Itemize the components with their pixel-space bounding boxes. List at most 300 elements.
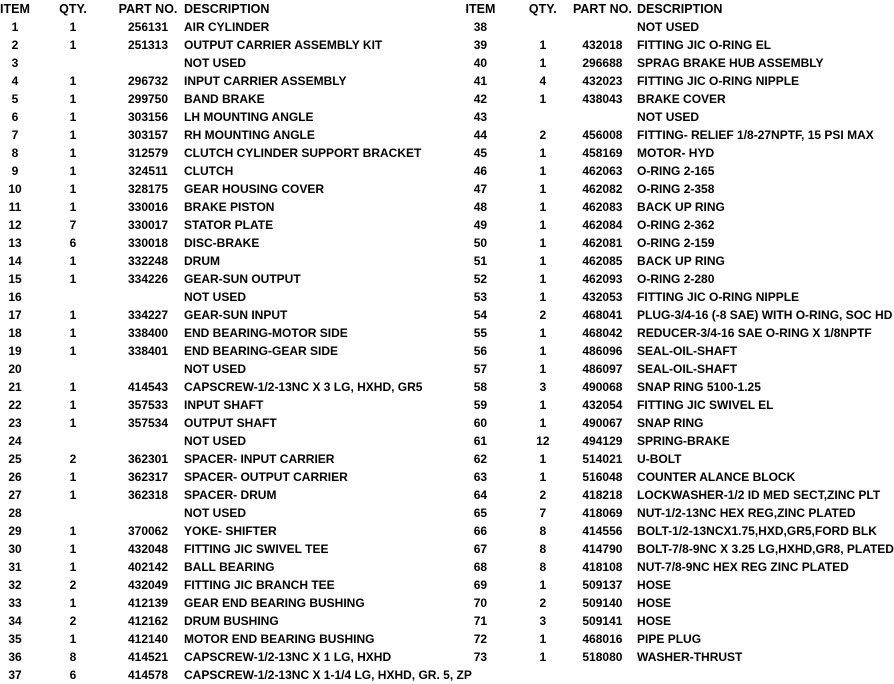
item-number: 20 bbox=[8, 362, 22, 376]
part-number: 414790 bbox=[582, 542, 623, 556]
item-number: 25 bbox=[8, 452, 22, 466]
table-row bbox=[0, 504, 472, 522]
quantity: 1 bbox=[539, 56, 547, 70]
part-number: 296688 bbox=[582, 56, 623, 70]
table-row bbox=[0, 36, 472, 54]
item-number: 27 bbox=[8, 488, 22, 502]
quantity: 1 bbox=[539, 38, 547, 52]
item-number: 30 bbox=[8, 542, 22, 556]
part-number: 330018 bbox=[127, 236, 169, 250]
part-number: 486096 bbox=[582, 344, 623, 358]
quantity: 1 bbox=[69, 326, 77, 340]
item-number: 18 bbox=[8, 326, 22, 340]
quantity: 1 bbox=[539, 272, 547, 286]
table-row bbox=[0, 90, 472, 108]
part-number: 432049 bbox=[127, 578, 169, 592]
part-number: 468042 bbox=[582, 326, 623, 340]
quantity: 7 bbox=[539, 506, 547, 520]
item-number: 51 bbox=[473, 254, 488, 268]
description: NOT USED bbox=[184, 506, 247, 520]
item-number: 44 bbox=[473, 128, 488, 142]
quantity: 1 bbox=[539, 146, 547, 160]
table-row bbox=[0, 54, 472, 72]
description: HOSE bbox=[637, 578, 672, 592]
quantity: 1 bbox=[539, 344, 547, 358]
description: LOCKWASHER-1/2 ID MED SECT,ZINC PLT bbox=[637, 488, 881, 502]
quantity: 1 bbox=[69, 200, 77, 214]
item-number: 58 bbox=[473, 380, 488, 394]
header-row bbox=[0, 0, 472, 18]
item-number: 50 bbox=[473, 236, 488, 250]
part-number: 438043 bbox=[582, 92, 623, 106]
part-number: 414556 bbox=[582, 524, 623, 538]
qty-header: QTY. bbox=[528, 2, 557, 16]
item-number: 13 bbox=[8, 236, 22, 250]
quantity: 2 bbox=[539, 596, 547, 610]
description: SPRAG BRAKE HUB ASSEMBLY bbox=[637, 56, 824, 70]
item-number: 4 bbox=[11, 74, 19, 88]
table-row bbox=[447, 522, 894, 540]
part-number: 312579 bbox=[127, 146, 169, 160]
description: FITTING JIC SWIVEL TEE bbox=[184, 542, 329, 556]
item-number: 42 bbox=[473, 92, 488, 106]
item-number: 17 bbox=[8, 308, 22, 322]
item-number: 40 bbox=[473, 56, 488, 70]
table-row bbox=[447, 468, 894, 486]
quantity: 1 bbox=[539, 182, 547, 196]
table-row bbox=[0, 540, 472, 558]
description: PLUG-3/4-16 (-8 SAE) WITH O-RING, SOC HD bbox=[637, 308, 893, 322]
table-row bbox=[0, 180, 472, 198]
item-number: 5 bbox=[11, 92, 19, 106]
quantity: 8 bbox=[539, 524, 547, 538]
table-row bbox=[0, 576, 472, 594]
part-number: 462063 bbox=[582, 164, 623, 178]
table-row bbox=[0, 432, 472, 450]
part-number: 418069 bbox=[582, 506, 623, 520]
item-number: 36 bbox=[8, 650, 22, 664]
table-row bbox=[0, 198, 472, 216]
part-number: 514021 bbox=[582, 452, 623, 466]
quantity: 7 bbox=[69, 218, 77, 232]
item-number: 33 bbox=[8, 596, 22, 610]
table-row bbox=[447, 36, 894, 54]
description: INPUT CARRIER ASSEMBLY bbox=[184, 74, 347, 88]
item-number: 3 bbox=[11, 56, 19, 70]
item-number: 43 bbox=[473, 110, 488, 124]
part-number: 362318 bbox=[127, 488, 169, 502]
item-number: 48 bbox=[473, 200, 488, 214]
quantity bbox=[30, 54, 116, 72]
table-row bbox=[447, 342, 894, 360]
quantity: 1 bbox=[69, 542, 77, 556]
part-number: 462082 bbox=[582, 182, 623, 196]
description: CAPSCREW-1/2-13NC X 3 LG, HXHD, GR5 bbox=[184, 380, 423, 394]
table-row bbox=[0, 108, 472, 126]
description: COUNTER ALANCE BLOCK bbox=[637, 470, 796, 484]
parts-table-right bbox=[447, 0, 894, 666]
table-row bbox=[0, 18, 472, 36]
part-number: 418108 bbox=[582, 560, 623, 574]
quantity: 1 bbox=[539, 326, 547, 340]
description: SPACER- DRUM bbox=[184, 488, 277, 502]
item-number: 47 bbox=[473, 182, 488, 196]
item-number: 21 bbox=[8, 380, 22, 394]
description: BACK UP RING bbox=[637, 254, 725, 268]
item-number: 68 bbox=[473, 560, 488, 574]
table-row bbox=[0, 558, 472, 576]
description: SPRING-BRAKE bbox=[637, 434, 730, 448]
part-number: 303156 bbox=[127, 110, 169, 124]
part-number: 362317 bbox=[127, 470, 169, 484]
table-row bbox=[447, 18, 894, 36]
part-number: 490068 bbox=[582, 380, 623, 394]
quantity: 1 bbox=[69, 596, 77, 610]
item-number: 10 bbox=[8, 182, 22, 196]
item-number: 60 bbox=[473, 416, 488, 430]
quantity bbox=[30, 288, 116, 306]
part-number bbox=[116, 504, 180, 522]
item-number: 28 bbox=[8, 506, 22, 520]
table-row bbox=[447, 288, 894, 306]
item-number: 62 bbox=[473, 452, 488, 466]
table-row bbox=[447, 324, 894, 342]
item-number: 52 bbox=[473, 272, 488, 286]
quantity: 6 bbox=[69, 668, 77, 682]
table-row bbox=[447, 162, 894, 180]
quantity: 2 bbox=[69, 614, 77, 628]
description: GEAR-SUN INPUT bbox=[184, 308, 288, 322]
description: BRAKE COVER bbox=[637, 92, 726, 106]
part-number bbox=[572, 108, 633, 126]
table-row bbox=[447, 648, 894, 666]
table-row bbox=[0, 666, 472, 684]
description: END BEARING-GEAR SIDE bbox=[184, 344, 339, 358]
part-number: 462084 bbox=[582, 218, 623, 232]
quantity: 4 bbox=[539, 74, 547, 88]
quantity: 2 bbox=[69, 452, 77, 466]
table-row bbox=[0, 144, 472, 162]
description: BOLT-1/2-13NCX1.75,HXD,GR5,FORD BLK bbox=[637, 524, 877, 538]
item-number: 56 bbox=[473, 344, 488, 358]
item-number: 57 bbox=[473, 362, 488, 376]
description: O-RING 2-165 bbox=[637, 164, 715, 178]
item-number: 55 bbox=[473, 326, 488, 340]
item-number: 37 bbox=[8, 668, 22, 682]
quantity: 1 bbox=[539, 578, 547, 592]
quantity: 1 bbox=[539, 398, 547, 412]
item-number: 35 bbox=[8, 632, 22, 646]
description: NOT USED bbox=[637, 20, 700, 34]
table-row bbox=[0, 72, 472, 90]
part-number: 334227 bbox=[127, 308, 169, 322]
part-number bbox=[116, 54, 180, 72]
table-row bbox=[0, 486, 472, 504]
part-number: 432023 bbox=[582, 74, 623, 88]
table-row bbox=[447, 90, 894, 108]
table-row bbox=[0, 414, 472, 432]
part-number: 432053 bbox=[582, 290, 623, 304]
description: HOSE bbox=[637, 614, 672, 628]
table-row bbox=[447, 396, 894, 414]
description: NOT USED bbox=[184, 362, 247, 376]
item-number: 64 bbox=[473, 488, 488, 502]
item-header: ITEM bbox=[0, 2, 30, 16]
quantity: 1 bbox=[539, 470, 547, 484]
table-row bbox=[0, 648, 472, 666]
quantity: 1 bbox=[69, 92, 77, 106]
part-number: 362301 bbox=[127, 452, 169, 466]
quantity: 1 bbox=[69, 38, 77, 52]
description: DRUM BUSHING bbox=[184, 614, 279, 628]
quantity bbox=[30, 504, 116, 522]
qty-header: QTY. bbox=[59, 2, 87, 16]
header-row bbox=[447, 0, 894, 18]
description: NOT USED bbox=[184, 290, 247, 304]
table-row bbox=[0, 360, 472, 378]
part-number: 370062 bbox=[127, 524, 169, 538]
description: U-BOLT bbox=[637, 452, 682, 466]
table-row bbox=[0, 288, 472, 306]
parts-rows-left bbox=[0, 18, 472, 684]
part-number: 328175 bbox=[127, 182, 169, 196]
quantity: 1 bbox=[69, 272, 77, 286]
item-number: 38 bbox=[473, 20, 488, 34]
part-number: 414521 bbox=[127, 650, 169, 664]
part-number: 462081 bbox=[582, 236, 623, 250]
item-number: 49 bbox=[473, 218, 488, 232]
quantity: 2 bbox=[539, 308, 547, 322]
part-number: 462093 bbox=[582, 272, 623, 286]
quantity: 1 bbox=[539, 200, 547, 214]
description-header: DESCRIPTION bbox=[184, 2, 270, 16]
description: FITTING JIC BRANCH TEE bbox=[184, 578, 335, 592]
item-number: 8 bbox=[11, 146, 19, 160]
part-number: 357534 bbox=[127, 416, 169, 430]
description: FITTING- RELIEF 1/8-27NPTF, 15 PSI MAX bbox=[637, 128, 874, 142]
description: GEAR HOUSING COVER bbox=[184, 182, 325, 196]
table-row bbox=[447, 144, 894, 162]
description: WASHER-THRUST bbox=[637, 650, 743, 664]
quantity: 1 bbox=[69, 560, 77, 574]
description: YOKE- SHIFTER bbox=[184, 524, 277, 538]
part-no-header: PART NO. bbox=[118, 2, 178, 16]
item-number: 32 bbox=[8, 578, 22, 592]
quantity: 1 bbox=[539, 416, 547, 430]
quantity: 1 bbox=[539, 632, 547, 646]
table-row bbox=[447, 198, 894, 216]
quantity: 1 bbox=[539, 290, 547, 304]
item-number: 26 bbox=[8, 470, 22, 484]
quantity: 1 bbox=[69, 632, 77, 646]
part-number: 462085 bbox=[582, 254, 623, 268]
quantity: 1 bbox=[539, 218, 547, 232]
item-number: 54 bbox=[473, 308, 488, 322]
part-no-header: PART NO. bbox=[573, 2, 632, 16]
table-row bbox=[447, 54, 894, 72]
description: HOSE bbox=[637, 596, 672, 610]
item-number: 71 bbox=[473, 614, 488, 628]
quantity: 1 bbox=[539, 650, 547, 664]
table-row bbox=[0, 522, 472, 540]
quantity: 1 bbox=[69, 20, 77, 34]
item-number: 1 bbox=[11, 20, 19, 34]
description: PIPE PLUG bbox=[637, 632, 702, 646]
part-number: 412139 bbox=[127, 596, 169, 610]
quantity: 8 bbox=[539, 542, 547, 556]
description: SEAL-OIL-SHAFT bbox=[637, 344, 738, 358]
description: CLUTCH CYLINDER SUPPORT BRACKET bbox=[184, 146, 422, 160]
quantity: 1 bbox=[69, 344, 77, 358]
part-number: 468016 bbox=[582, 632, 623, 646]
description: FITTING JIC O-RING NIPPLE bbox=[637, 74, 800, 88]
table-row bbox=[0, 612, 472, 630]
item-number: 14 bbox=[8, 254, 22, 268]
quantity: 1 bbox=[69, 470, 77, 484]
part-number: 256131 bbox=[127, 20, 169, 34]
table-row bbox=[0, 306, 472, 324]
description: MOTOR END BEARING BUSHING bbox=[184, 632, 375, 646]
quantity: 1 bbox=[539, 92, 547, 106]
description: DISC-BRAKE bbox=[184, 236, 260, 250]
description: OUTPUT CARRIER ASSEMBLY KIT bbox=[184, 38, 383, 52]
item-number: 34 bbox=[8, 614, 22, 628]
part-number: 486097 bbox=[582, 362, 623, 376]
item-number: 29 bbox=[8, 524, 22, 538]
description: SEAL-OIL-SHAFT bbox=[637, 362, 738, 376]
part-number: 338401 bbox=[127, 344, 169, 358]
quantity: 8 bbox=[69, 650, 77, 664]
table-row bbox=[447, 72, 894, 90]
part-number: 324511 bbox=[128, 164, 168, 178]
description: BACK UP RING bbox=[637, 200, 725, 214]
table-row bbox=[447, 504, 894, 522]
table-row bbox=[447, 558, 894, 576]
table-row bbox=[447, 594, 894, 612]
item-number: 46 bbox=[473, 164, 488, 178]
part-number: 494129 bbox=[582, 434, 623, 448]
table-row bbox=[0, 216, 472, 234]
part-number: 357533 bbox=[127, 398, 169, 412]
part-number: 509137 bbox=[582, 578, 623, 592]
quantity: 2 bbox=[539, 488, 547, 502]
table-row bbox=[447, 576, 894, 594]
description: O-RING 2-159 bbox=[637, 236, 715, 250]
table-row bbox=[0, 630, 472, 648]
quantity: 1 bbox=[69, 380, 77, 394]
quantity: 1 bbox=[69, 488, 77, 502]
description: AIR CYLINDER bbox=[184, 20, 270, 34]
item-number: 69 bbox=[473, 578, 488, 592]
part-number: 338400 bbox=[127, 326, 169, 340]
table-row bbox=[0, 270, 472, 288]
item-number: 16 bbox=[8, 290, 22, 304]
table-row bbox=[0, 234, 472, 252]
item-number: 45 bbox=[473, 146, 488, 160]
table-row bbox=[447, 108, 894, 126]
quantity: 3 bbox=[539, 380, 547, 394]
table-row bbox=[447, 216, 894, 234]
description: BAND BRAKE bbox=[184, 92, 265, 106]
part-number bbox=[116, 432, 180, 450]
table-row bbox=[447, 252, 894, 270]
part-number: 330016 bbox=[127, 200, 169, 214]
part-number: 414543 bbox=[127, 380, 169, 394]
quantity: 1 bbox=[69, 74, 77, 88]
part-number: 414578 bbox=[127, 668, 169, 682]
description: STATOR PLATE bbox=[184, 218, 274, 232]
parts-list-right bbox=[447, 0, 894, 666]
description: GEAR-SUN OUTPUT bbox=[184, 272, 301, 286]
description: NOT USED bbox=[637, 110, 700, 124]
item-number: 11 bbox=[8, 200, 22, 214]
part-number: 432048 bbox=[127, 542, 169, 556]
table-row bbox=[0, 324, 472, 342]
description: GEAR END BEARING BUSHING bbox=[184, 596, 365, 610]
description: CLUTCH bbox=[184, 164, 234, 178]
description: END BEARING-MOTOR SIDE bbox=[184, 326, 348, 340]
quantity bbox=[30, 432, 116, 450]
item-number: 31 bbox=[8, 560, 22, 574]
item-number: 66 bbox=[473, 524, 488, 538]
quantity: 1 bbox=[539, 236, 547, 250]
quantity: 1 bbox=[539, 362, 547, 376]
part-number: 516048 bbox=[582, 470, 623, 484]
item-number: 2 bbox=[11, 38, 19, 52]
part-number: 303157 bbox=[127, 128, 169, 142]
table-row bbox=[0, 342, 472, 360]
description: FITTING JIC SWIVEL EL bbox=[637, 398, 774, 412]
item-number: 61 bbox=[473, 434, 488, 448]
table-row bbox=[447, 378, 894, 396]
description: OUTPUT SHAFT bbox=[184, 416, 277, 430]
item-number: 24 bbox=[8, 434, 22, 448]
part-number: 458169 bbox=[582, 146, 623, 160]
table-row bbox=[447, 540, 894, 558]
item-number: 59 bbox=[473, 398, 488, 412]
item-number: 63 bbox=[473, 470, 488, 484]
quantity: 2 bbox=[539, 128, 547, 142]
description: REDUCER-3/4-16 SAE O-RING X 1/8NPTF bbox=[637, 326, 872, 340]
part-number: 251313 bbox=[127, 38, 169, 52]
part-number: 490067 bbox=[582, 416, 623, 430]
description: LH MOUNTING ANGLE bbox=[184, 110, 314, 124]
item-number: 15 bbox=[8, 272, 22, 286]
quantity: 1 bbox=[69, 254, 77, 268]
description: O-RING 2-362 bbox=[637, 218, 715, 232]
part-number: 518080 bbox=[582, 650, 623, 664]
quantity: 1 bbox=[69, 416, 77, 430]
quantity bbox=[30, 360, 116, 378]
quantity: 1 bbox=[539, 254, 547, 268]
item-number: 39 bbox=[473, 38, 488, 52]
item-number: 12 bbox=[8, 218, 22, 232]
table-row bbox=[447, 360, 894, 378]
table-row bbox=[447, 432, 894, 450]
table-row bbox=[447, 414, 894, 432]
table-row bbox=[0, 396, 472, 414]
item-number: 6 bbox=[11, 110, 19, 124]
table-row bbox=[447, 180, 894, 198]
table-row bbox=[447, 612, 894, 630]
parts-rows-right bbox=[447, 18, 894, 666]
part-number: 509141 bbox=[582, 614, 623, 628]
description: NUT-1/2-13NC HEX REG,ZINC PLATED bbox=[637, 506, 856, 520]
item-number: 53 bbox=[473, 290, 488, 304]
description: RH MOUNTING ANGLE bbox=[184, 128, 315, 142]
item-number: 7 bbox=[11, 128, 19, 142]
part-number: 468041 bbox=[582, 308, 623, 322]
